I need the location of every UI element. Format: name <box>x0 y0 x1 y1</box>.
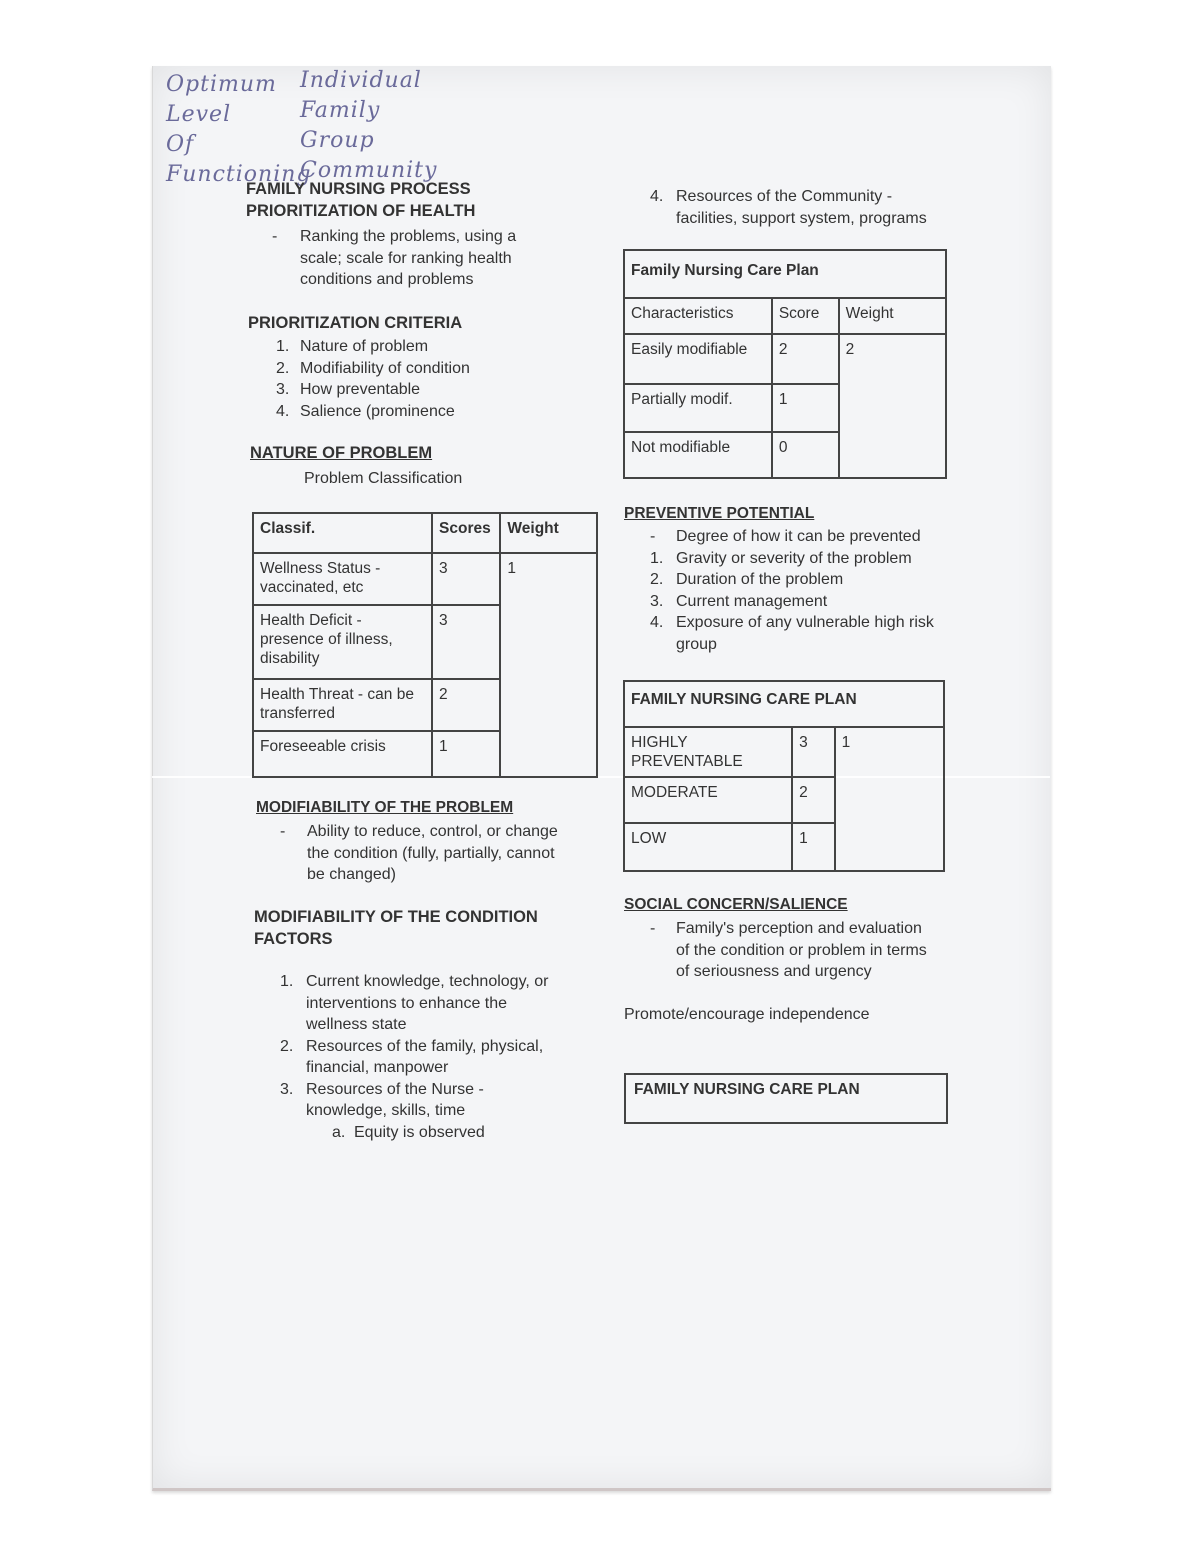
care-plan-3-title-box: FAMILY NURSING CARE PLAN <box>624 1073 948 1124</box>
promote-text: Promote/encourage independence <box>624 1006 870 1023</box>
list-item: 1. Gravity or severity of the problem <box>650 549 912 567</box>
list-item: 3. How preventable <box>276 381 421 398</box>
list-subitem: a. Equity is observed <box>332 1123 485 1141</box>
section-heading-preventive: PREVENTIVE POTENTIAL <box>624 505 815 522</box>
table-row: HIGHLY PREVENTABLE 3 1 <box>624 727 944 777</box>
table-row: Not modifiable 0 <box>624 432 946 478</box>
handwritten-word: Community <box>300 158 438 183</box>
list-item: 2. Resources of the family, physical, financial, manpower <box>280 1037 544 1076</box>
table-row: Partially modif. 1 <box>624 384 946 432</box>
table-header: Characteristics <box>624 298 772 334</box>
section-heading-criteria: PRIORITIZATION CRITERIA <box>248 314 463 332</box>
table-header: Weight <box>839 298 946 334</box>
care-plan-2-table <box>623 726 945 872</box>
list-item: 1. Nature of problem <box>276 338 429 355</box>
table-row: Health Deficit - presence of illness, disability 3 <box>253 605 597 679</box>
handwritten-word: Family <box>300 98 381 123</box>
care-plan-1-table <box>623 297 947 479</box>
table-header: Score <box>772 298 839 334</box>
list-item: 2. Modifiability of condition <box>276 359 470 377</box>
section-heading-nature: NATURE OF PROBLEM <box>250 444 433 462</box>
salience-bullet: - Family's perception and evaluation of the condition or problem in terms of seriousness and urgency <box>650 920 927 980</box>
handwritten-notes-left <box>166 70 312 190</box>
list-item: 2. Duration of the problem <box>650 571 844 588</box>
classification-table <box>252 512 598 778</box>
list-item: 3. Resources of the Nurse - knowledge, skills, time <box>280 1080 484 1119</box>
table-row: MODERATE 2 <box>624 777 944 823</box>
modifiability-bullet: - Ability to reduce, control, or change the condition (fully, partially, cannot be changed) <box>280 823 558 883</box>
nature-subheading: Problem Classification <box>304 470 463 487</box>
resource-item-4: 4. Resources of the Community - facilities, support system, programs <box>650 188 927 227</box>
table-row: Wellness Status - vaccinated, etc 3 1 <box>253 553 597 605</box>
handwritten-word: Individual <box>300 68 422 93</box>
section-heading-salience: SOCIAL CONCERN/SALIENCE <box>624 896 848 913</box>
section-heading-prioritization: PRIORITIZATION OF HEALTH <box>246 202 476 220</box>
list-item: 3. Current management <box>650 592 828 610</box>
preventive-list: - Degree of how it can be prevented 1. Gravity or severity of the problem 2. Duration of the problem 3. Current management 4. Exposure of any vulnerable high risk group <box>650 528 934 653</box>
table-header: Classif. <box>253 513 432 553</box>
table-row: LOW 1 <box>624 823 944 871</box>
weight-cell: 1 <box>835 727 944 871</box>
handwritten-word: Of <box>166 132 195 157</box>
weight-cell: 2 <box>839 334 946 478</box>
table-row: Foreseeable crisis 1 <box>253 731 597 777</box>
list-item: 1. Current knowledge, technology, or interventions to enhance the wellness state <box>280 973 549 1033</box>
section-heading-modifiability-problem: MODIFIABILITY OF THE PROBLEM <box>256 799 514 816</box>
handwritten-word: Group <box>300 128 375 153</box>
criteria-list <box>276 336 470 422</box>
handwritten-word: Functioning <box>166 162 312 187</box>
section-heading-factors: MODIFIABILITY OF THE CONDITION FACTORS <box>254 908 538 948</box>
handwritten-word: Optimum <box>166 72 277 97</box>
table-header: Scores <box>432 513 500 553</box>
factors-list <box>280 971 549 1143</box>
table-row: Health Threat - can be transferred 2 <box>253 679 597 731</box>
care-plan-2-title-box: FAMILY NURSING CARE PLAN <box>623 680 945 728</box>
handwritten-notes-right <box>300 66 437 186</box>
list-item: 4. Exposure of any vulnerable high risk <box>650 614 934 631</box>
prioritization-bullet: - Ranking the problems, using a scale; scale for ranking health conditions and problems <box>272 228 517 288</box>
list-item: - Degree of how it can be prevented <box>650 528 921 545</box>
table-row: Easily modifiable 2 2 <box>624 334 946 384</box>
page-title: FAMILY NURSING PROCESS <box>246 180 471 198</box>
weight-cell: 1 <box>500 553 597 777</box>
table-header: Weight <box>500 513 597 553</box>
handwritten-word: Level <box>166 102 232 127</box>
list-item: 4. Salience (prominence <box>276 402 455 420</box>
care-plan-1-title-box: Family Nursing Care Plan <box>623 249 947 299</box>
